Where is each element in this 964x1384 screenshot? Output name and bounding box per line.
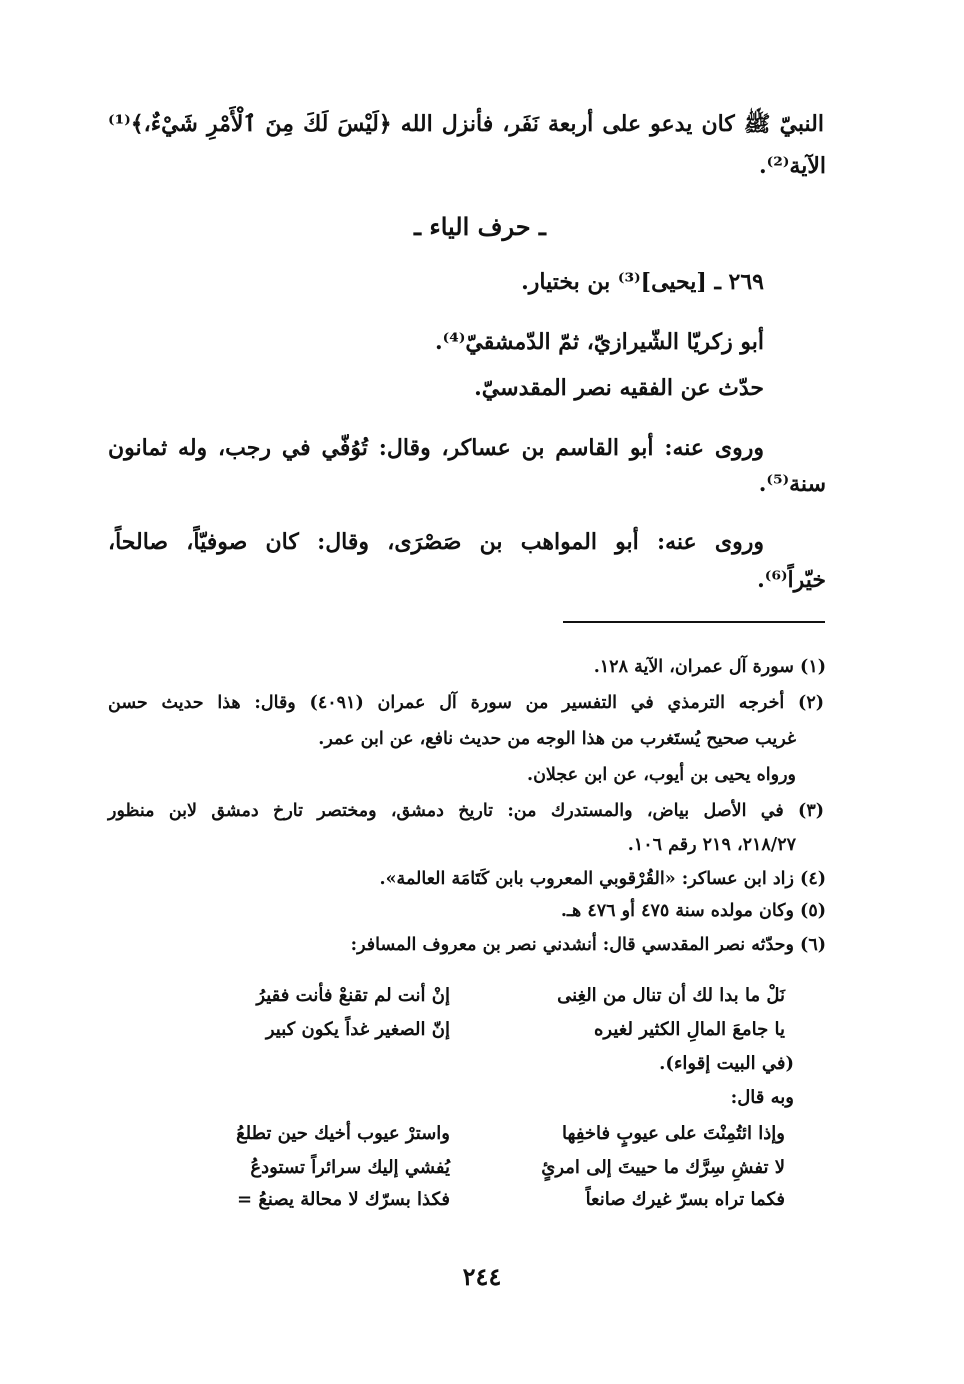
footnote-2-line-2: غريب صحيح يُستَغرب من هذا الوجه من حديث نافع، عن ابن عمر. <box>318 729 796 749</box>
paragraph-3-line-2: خيّراً⁽⁶⁾. <box>757 567 826 593</box>
paragraph-1-line-1: النبيّ ﷺ كان يدعو على أربعة نَفَر، فأنزل الله ﴿لَيْسَ لَكَ مِنَ ٱلْأَمْرِ شَيْءٌ،﴾⁽¹⁾ <box>108 111 824 137</box>
paragraph-2-line-2: سنة⁽⁵⁾. <box>758 471 826 497</box>
paragraph-3-line-1: وروى عنه: أبو المواهب بن صَصْرَى، وقال: كان صوفيّاً، صالحاً، <box>108 529 764 555</box>
paragraph-1-line-2: الآية⁽²⁾. <box>759 153 826 179</box>
poem-2-intro: وبه قال: <box>730 1087 794 1108</box>
footnote-5: (٥) وكان مولده سنة ٤٧٥ أو ٤٧٦ هـ. <box>560 901 826 921</box>
section-heading: ـ حرف الياء ـ <box>414 212 546 241</box>
paragraph-2-line-1: وروى عنه: أبو القاسم بن عساكر، وقال: تُوُفّي في رجب، وله ثمانون <box>108 435 764 461</box>
entry-title: ٢٦٩ ـ [يحيى]⁽³⁾ بن بختيار. <box>521 269 764 295</box>
page-number: ٢٤٤ <box>462 1262 502 1291</box>
poem-1-verse-1-second-hemistich: إنْ أنت لم تقنعْ فأنت فقيرُ <box>256 985 450 1006</box>
poem-2-verse-3-second-hemistich: فكذا بسرّك لا محالة يصنعُ = <box>236 1189 450 1210</box>
footnote-6: (٦) وحدّثه نصر المقدسي قال: أنشدني نصر بن معروف المسافر: <box>350 935 826 955</box>
footnote-4: (٤) زاد ابن عساكر: «القُرْقوبي المعروب بابن كَتَامَة العالمة». <box>379 869 826 889</box>
kunya-line: أبو زكريّا الشّيرازيّ، ثمّ الدّمشقيّ⁽⁴⁾. <box>435 329 764 355</box>
poem-1-verse-2-first-hemistich: يا جامعَ المالِ الكثير لغيره <box>593 1019 785 1040</box>
footnote-3-line-2: ٢١٨/٢٧، ٢١٩ رقم ١٠٦. <box>627 835 796 855</box>
narrated-from-line: حدّث عن الفقيه نصر المقدسيّ. <box>474 375 764 401</box>
footnote-3-line-1: (٣) في الأصل بياض، والمستدرك من: تاريخ دمشق، ومختصر تارخ دمشق لابن منظور <box>108 801 824 821</box>
poem-1-verse-1-first-hemistich: نَلْ ما بدا لك أن تنال من الغِنى <box>557 985 785 1006</box>
footnote-2-line-1: (٢) أخرجه الترمذي في التفسير من سورة آل عمران (٤٠٩١) وقال: هذا حديث حسن <box>108 693 825 713</box>
poem-2-verse-3-first-hemistich: فكما تراه بسرّ غيرك صانعاً <box>585 1189 785 1210</box>
poem-2-verse-1-second-hemistich: واسترْ عيوب أخيك حين تطلعُ <box>236 1123 450 1144</box>
footnote-separator <box>563 621 825 623</box>
poem-1-note: (في البيت إقواء). <box>659 1053 794 1074</box>
footnote-2-line-3: ورواه يحيى بن أيوب، عن ابن عجلان. <box>526 765 796 785</box>
poem-2-verse-2-first-hemistich: لا تفشِ سِرَّك ما حييتَ إلى امرئٍ <box>541 1157 785 1178</box>
poem-1-verse-2-second-hemistich: إنّ الصغير غداً يكون كبير <box>265 1019 450 1040</box>
poem-2-verse-2-second-hemistich: يُفشي إليك سرائراً تستودعُ <box>250 1157 450 1178</box>
footnote-1: (١) سورة آل عمران، الآية ١٢٨. <box>593 657 826 677</box>
poem-2-verse-1-first-hemistich: وإذا ائتُمِنْتَ على عيوبٍ فاخفِها <box>562 1123 785 1144</box>
